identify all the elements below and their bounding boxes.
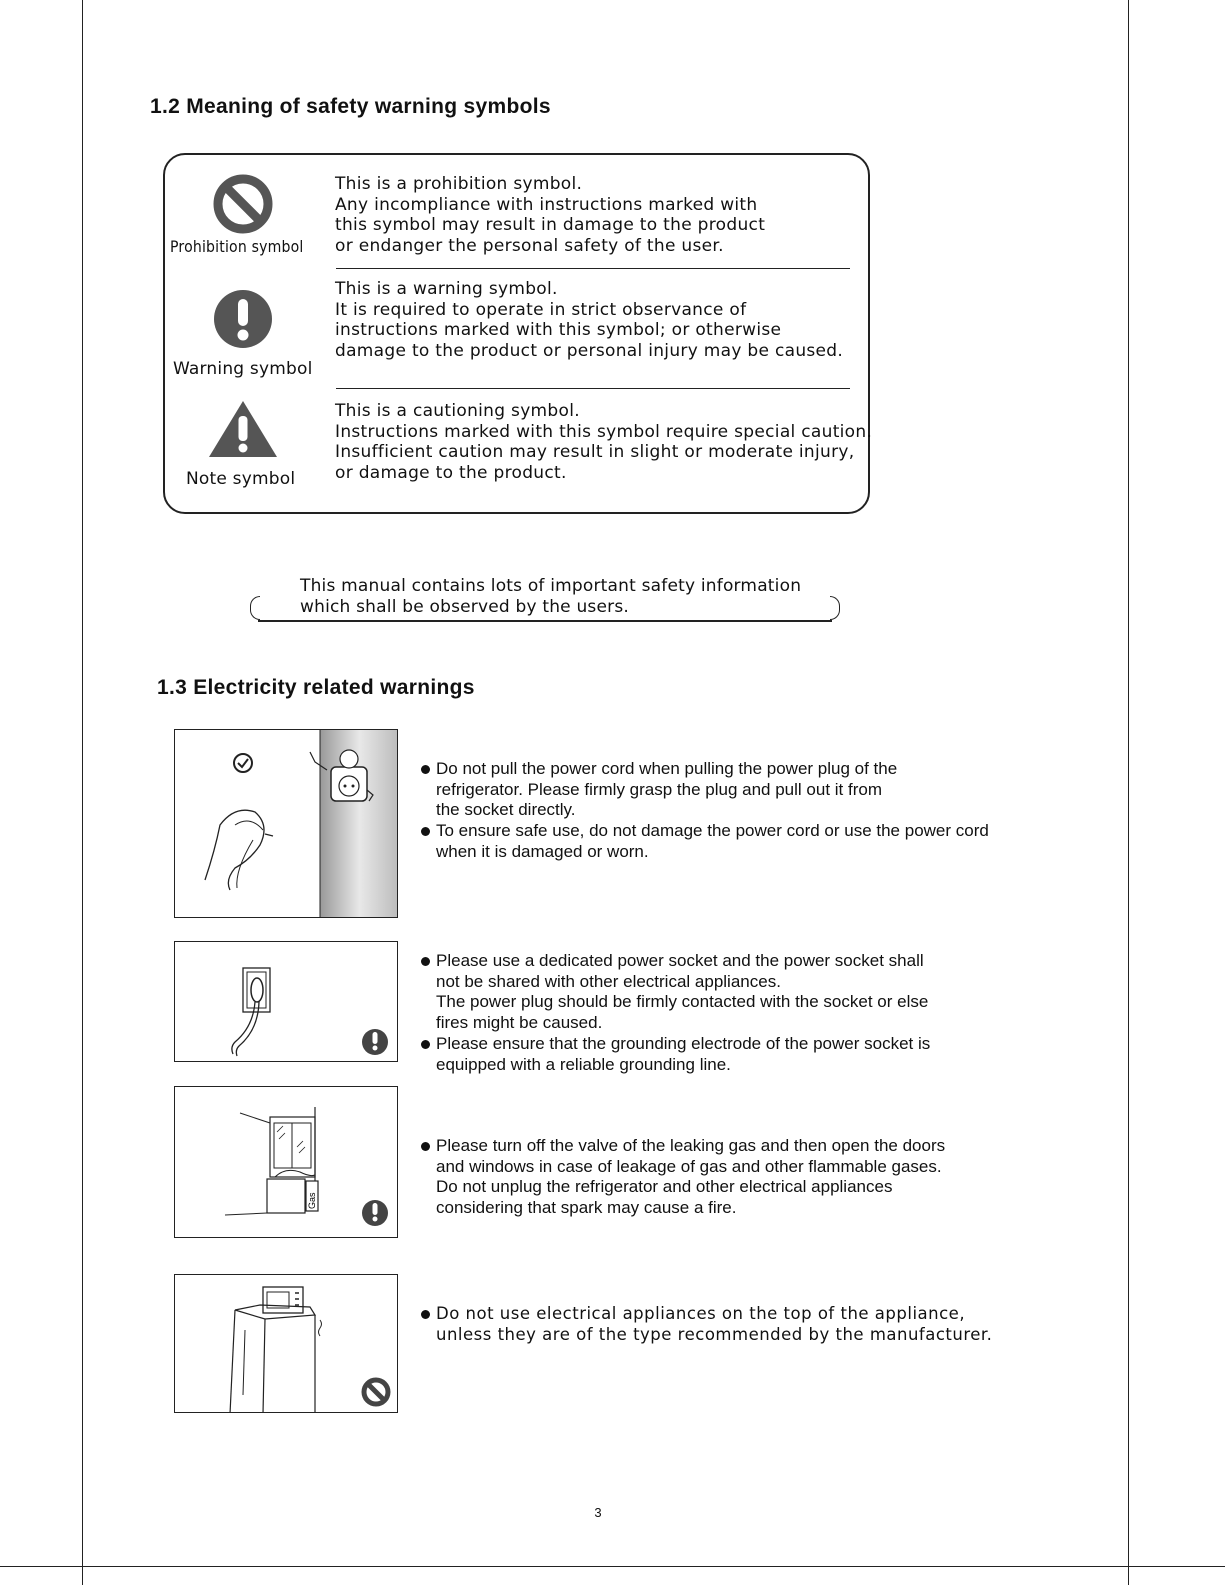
page-border-left xyxy=(82,0,83,1585)
important-safety-note xyxy=(250,576,840,622)
appliance-on-fridge-illustration xyxy=(174,1274,398,1413)
bullet-icon xyxy=(421,1040,430,1049)
page-border-right xyxy=(1128,0,1129,1585)
warning-bullet: Do not pull the power cord when pulling the power plug of the refrigerator. Please firmly grasp the plug and pull out it from the socket directly. xyxy=(420,759,989,821)
warning-text-power-socket xyxy=(420,951,930,1075)
gas-label: Gas xyxy=(307,1192,317,1209)
warning-text-gas-leak xyxy=(420,1136,945,1219)
safety-symbols-box xyxy=(163,153,873,514)
page-border-bottom xyxy=(0,1566,1225,1567)
symbol-divider xyxy=(336,388,850,389)
prohibition-icon xyxy=(212,173,274,235)
warning-bullet: Please use a dedicated power socket and the power socket shall not be shared with other electrical appliances. The power plug should be firmly contacted with the socket or else fires might be caused. xyxy=(420,951,930,1034)
warning-icon xyxy=(213,289,273,349)
bullet-icon xyxy=(421,827,430,836)
bracket-left xyxy=(250,596,260,620)
symbol-description-prohibition: This is a prohibition symbol. Any incompliance with instructions marked with this symbol may result in damage to the product or endanger the personal safety of the user. xyxy=(335,174,766,256)
symbol-caption-note: Note symbol xyxy=(186,469,296,489)
warning-bullet: Please turn off the valve of the leaking gas and then open the doors and windows in case of leakage of gas and other flammable gases. Do not unplug the refrigerator and other electrical appliances considering that spark may cause a fire. xyxy=(420,1136,945,1219)
caution-triangle-icon xyxy=(207,399,279,459)
section-title-electricity-warnings: 1.3 Electricity related warnings xyxy=(157,676,475,699)
symbol-description-note: This is a cautioning symbol. Instructions marked with this symbol require special caution. Insufficient caution may result in slight or moderate injury, or damage to the product. xyxy=(335,401,873,483)
gas-leak-illustration xyxy=(174,1086,398,1238)
warning-icon xyxy=(362,1029,388,1055)
warning-text-appliances-on-top xyxy=(420,1304,992,1345)
symbol-divider xyxy=(336,268,850,269)
note-text: This manual contains lots of important safety information which shall be observed by the users. xyxy=(300,576,802,617)
bullet-icon xyxy=(421,1310,430,1319)
wall-socket-illustration xyxy=(174,941,398,1062)
bullet-icon xyxy=(421,1142,430,1151)
warning-text-power-cord xyxy=(420,759,989,863)
symbol-caption-warning: Warning symbol xyxy=(173,359,313,379)
warning-icon xyxy=(362,1200,388,1226)
bracket-right xyxy=(830,596,840,620)
symbol-caption-prohibition: Prohibition symbol xyxy=(170,237,304,256)
unplug-cord-illustration xyxy=(174,729,398,918)
warning-bullet: To ensure safe use, do not damage the power cord or use the power cord when it is damaged or worn. xyxy=(420,821,989,862)
page-number: 3 xyxy=(594,1505,602,1520)
warning-bullet: Please ensure that the grounding electrode of the power socket is equipped with a reliable grounding line. xyxy=(420,1034,930,1075)
warning-bullet: Do not use electrical appliances on the top of the appliance, unless they are of the type recommended by the manufacturer. xyxy=(420,1304,992,1345)
bracket-underline xyxy=(258,620,832,622)
bullet-icon xyxy=(421,957,430,966)
section-title-safety-symbols: 1.2 Meaning of safety warning symbols xyxy=(150,95,551,118)
prohibition-icon xyxy=(364,1380,388,1404)
symbol-description-warning: This is a warning symbol. It is required to operate in strict observance of instructions marked with this symbol; or otherwise damage to the product or personal injury may be caused. xyxy=(335,279,844,361)
bullet-icon xyxy=(421,765,430,774)
